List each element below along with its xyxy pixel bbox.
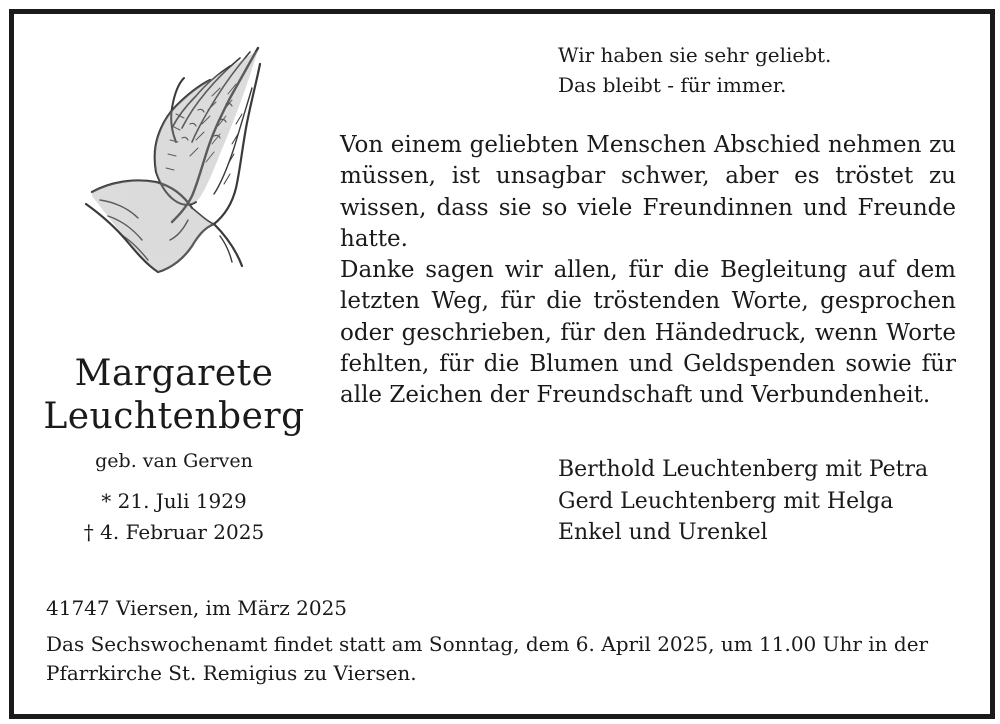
mourners-list — [558, 454, 928, 549]
deceased-block — [24, 352, 324, 548]
mourner-line-1: Berthold Leuchtenberg mit Petra — [558, 457, 929, 482]
mourner-line-3: Enkel und Urenkel — [558, 520, 768, 545]
message-paragraph-1: Von einem geliebten Menschen Abschied nehmen zu müssen, ist unsagbar schwer, aber es tröstet zu wissen, dass sie so viele Freundinnen und Freunde hatte. — [340, 132, 956, 252]
place-and-date: 41747 Viersen, im März 2025 — [46, 596, 348, 620]
maiden-name: geb. van Gerven — [95, 450, 253, 472]
praying-hands-icon — [80, 44, 270, 276]
motto-line-1: Wir haben sie sehr geliebt. — [558, 43, 832, 67]
deceased-first-name: Margarete — [74, 353, 274, 394]
deceased-last-name: Leuchtenberg — [43, 396, 305, 437]
gratitude-message — [340, 130, 956, 412]
message-paragraph-2: Danke sagen wir allen, für die Begleitung auf dem letzten Weg, für die tröstenden Worte, gesprochen oder geschrieben, für den Händedruck, wenn Worte fehlten, für die Blumen und Geldspenden sowie für alle Zeichen der Freundschaft und Verbundenheit. — [340, 257, 956, 409]
death-date: † 4. Februar 2025 — [83, 520, 265, 544]
motto-line-2: Das bleibt - für immer. — [558, 73, 787, 97]
memorial-service-note: Das Sechswochenamt findet statt am Sonntag, dem 6. April 2025, um 11.00 Uhr in der Pfarrkirche St. Remigius zu Viersen. — [46, 632, 929, 685]
mourner-line-2: Gerd Leuchtenberg mit Helga — [558, 488, 894, 514]
motto — [558, 40, 831, 100]
birth-date: * 21. Juli 1929 — [101, 489, 247, 513]
life-dates — [24, 486, 324, 548]
